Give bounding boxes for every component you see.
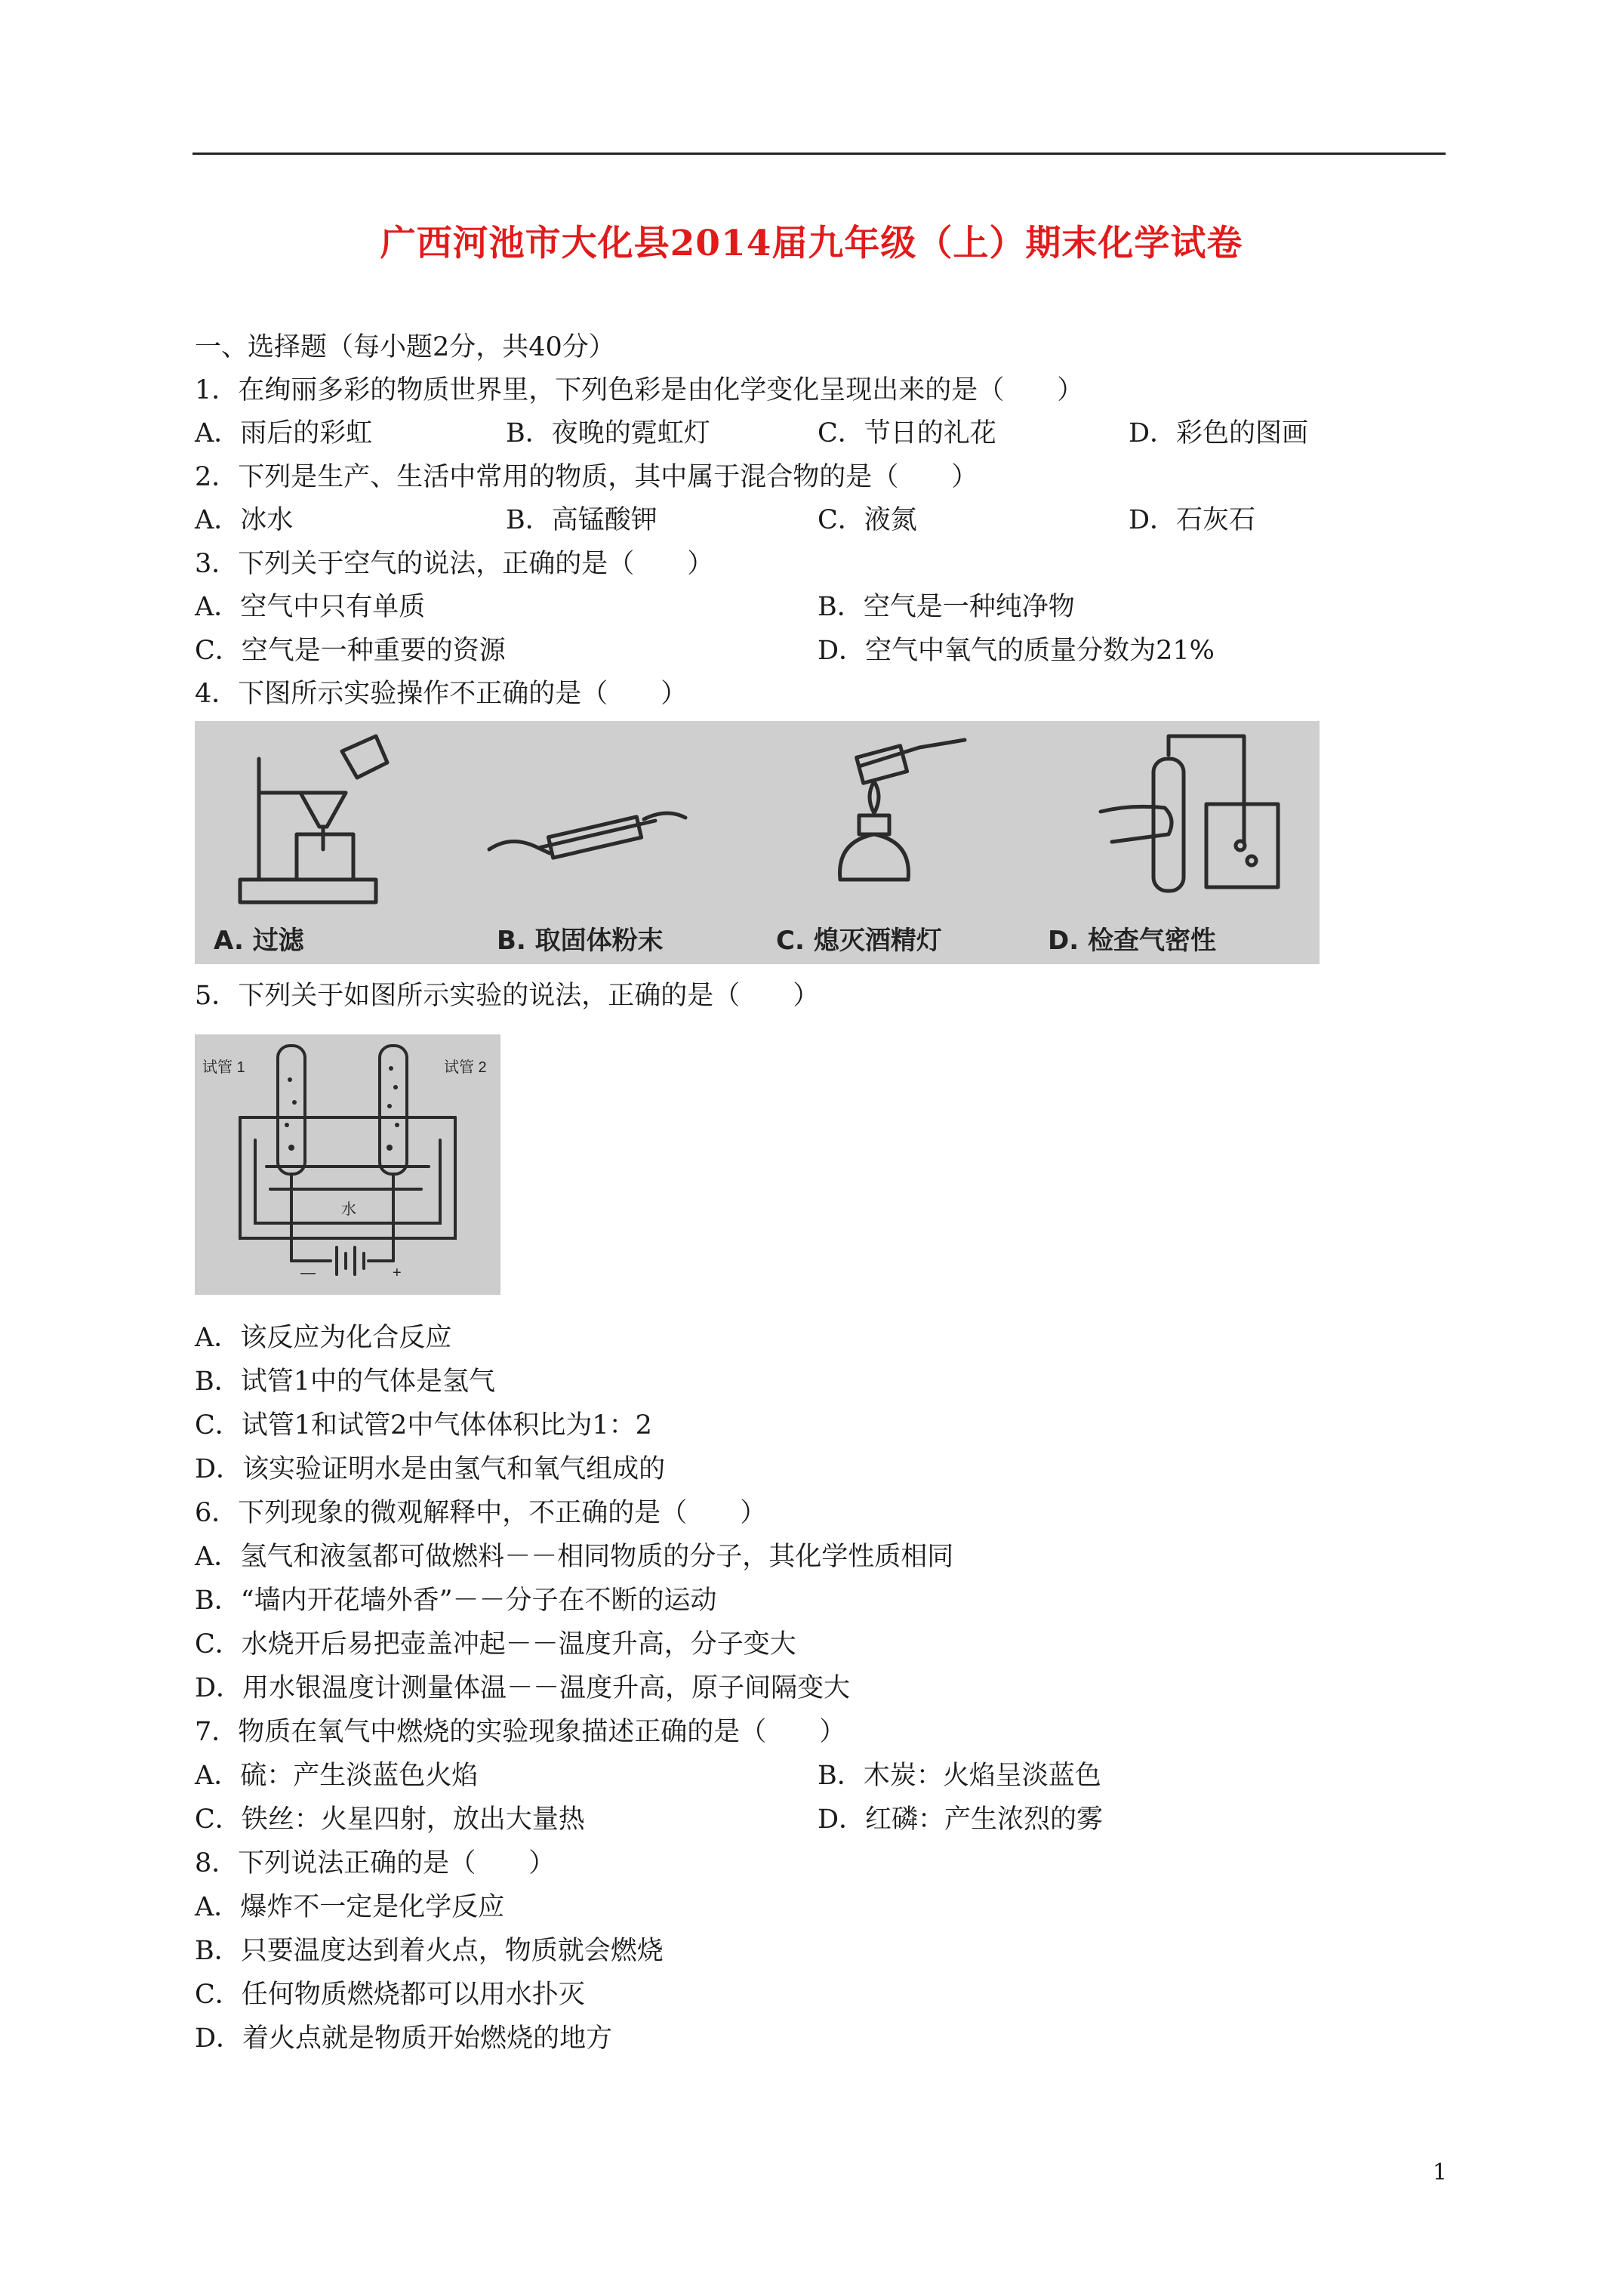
q8-option-d: D．着火点就是物质开始燃烧的地方 <box>195 2023 613 2054</box>
q7-option-a: A．硫：产生淡蓝色火焰 <box>195 1761 479 1791</box>
q2-option-a: A．冰水 <box>195 505 294 535</box>
fig4-label-c: C. 熄灭酒精灯 <box>776 926 942 956</box>
q6-option-c: C．水烧开后易把壶盖冲起－－温度升高，分子变大 <box>195 1629 796 1660</box>
page-number: 1 <box>1432 2159 1447 2186</box>
header-rule <box>192 153 1446 155</box>
q5-option-d: D．该实验证明水是由氢气和氧气组成的 <box>195 1454 666 1484</box>
question-1-stem: 1．在绚丽多彩的物质世界里，下列色彩是由化学变化呈现出来的是（ ） <box>195 375 1084 405</box>
q7-option-c: C．铁丝：火星四射，放出大量热 <box>195 1804 585 1835</box>
exam-title: 广西河池市大化县2014届九年级（上）期末化学试卷 <box>380 223 1243 264</box>
fig5-label-tube2: 试管 2 <box>444 1059 487 1076</box>
q7-option-b: B．木炭：火焰呈淡蓝色 <box>818 1761 1101 1791</box>
q6-option-b: B．“墙内开花墙外香”－－分子在不断的运动 <box>195 1586 717 1616</box>
q8-option-b: B．只要温度达到着火点，物质就会燃烧 <box>195 1936 664 1966</box>
q3-option-d: D．空气中氧气的质量分数为21% <box>818 636 1215 666</box>
fig4-label-b: B. 取固体粉末 <box>497 926 664 956</box>
q3-option-a: A．空气中只有单质 <box>195 592 426 622</box>
question-7-stem: 7．物质在氧气中燃烧的实验现象描述正确的是（ ） <box>195 1717 846 1747</box>
fig4-label-a: A. 过滤 <box>214 926 304 956</box>
q1-option-a: A．雨后的彩虹 <box>195 418 373 448</box>
fig4-label-d: D. 检查气密性 <box>1048 926 1216 956</box>
q6-option-d: D．用水银温度计测量体温－－温度升高，原子间隔变大 <box>195 1673 851 1703</box>
fig5-label-plus: + <box>393 1265 402 1281</box>
test-tube-1-icon <box>278 1046 305 1174</box>
section-heading: 一、选择题（每小题2分，共40分） <box>195 332 615 362</box>
lab-operations-drawing <box>195 721 1320 964</box>
q7-option-d: D．红磷：产生浓烈的雾 <box>818 1804 1104 1835</box>
q5-option-c: C．试管1和试管2中气体体积比为1：2 <box>195 1410 652 1441</box>
q1-option-b: B．夜晚的霓虹灯 <box>506 418 710 448</box>
question-8-stem: 8．下列说法正确的是（ ） <box>195 1848 556 1878</box>
q6-option-a: A．氢气和液氢都可做燃料－－相同物质的分子，其化学性质相同 <box>195 1542 954 1572</box>
fig5-label-tube1: 试管 1 <box>202 1059 245 1076</box>
q2-option-d: D．石灰石 <box>1129 505 1256 535</box>
q2-option-b: B．高锰酸钾 <box>506 505 658 535</box>
q5-option-b: B．试管1中的气体是氢气 <box>195 1367 495 1397</box>
electrolysis-drawing <box>195 1034 500 1295</box>
q8-option-a: A．爆炸不一定是化学反应 <box>195 1892 505 1922</box>
q2-option-c: C．液氮 <box>818 505 917 535</box>
question-3-stem: 3．下列关于空气的说法，正确的是（ ） <box>195 549 714 579</box>
question-4-stem: 4．下图所示实验操作不正确的是（ ） <box>195 679 688 709</box>
q8-option-c: C．任何物质燃烧都可以用水扑灭 <box>195 1980 585 2010</box>
q5-option-a: A．该反应为化合反应 <box>195 1323 452 1353</box>
q1-option-c: C．节日的礼花 <box>818 418 996 448</box>
question-5-stem: 5．下列关于如图所示实验的说法，正确的是（ ） <box>195 981 820 1011</box>
electrolysis-figure <box>195 1034 500 1295</box>
question-6-stem: 6．下列现象的微观解释中，不正确的是（ ） <box>195 1498 767 1528</box>
lab-operations-figure <box>195 721 1320 964</box>
stand-base-icon <box>240 880 376 902</box>
test-tube-2-icon <box>380 1046 407 1174</box>
q3-option-b: B．空气是一种纯净物 <box>818 592 1075 622</box>
fig5-label-water: 水 <box>341 1201 356 1218</box>
q1-option-d: D．彩色的图画 <box>1129 418 1309 448</box>
fig5-label-minus: — <box>300 1265 316 1281</box>
q3-option-c: C．空气是一种重要的资源 <box>195 636 506 666</box>
question-2-stem: 2．下列是生产、生活中常用的物质，其中属于混合物的是（ ） <box>195 462 978 492</box>
